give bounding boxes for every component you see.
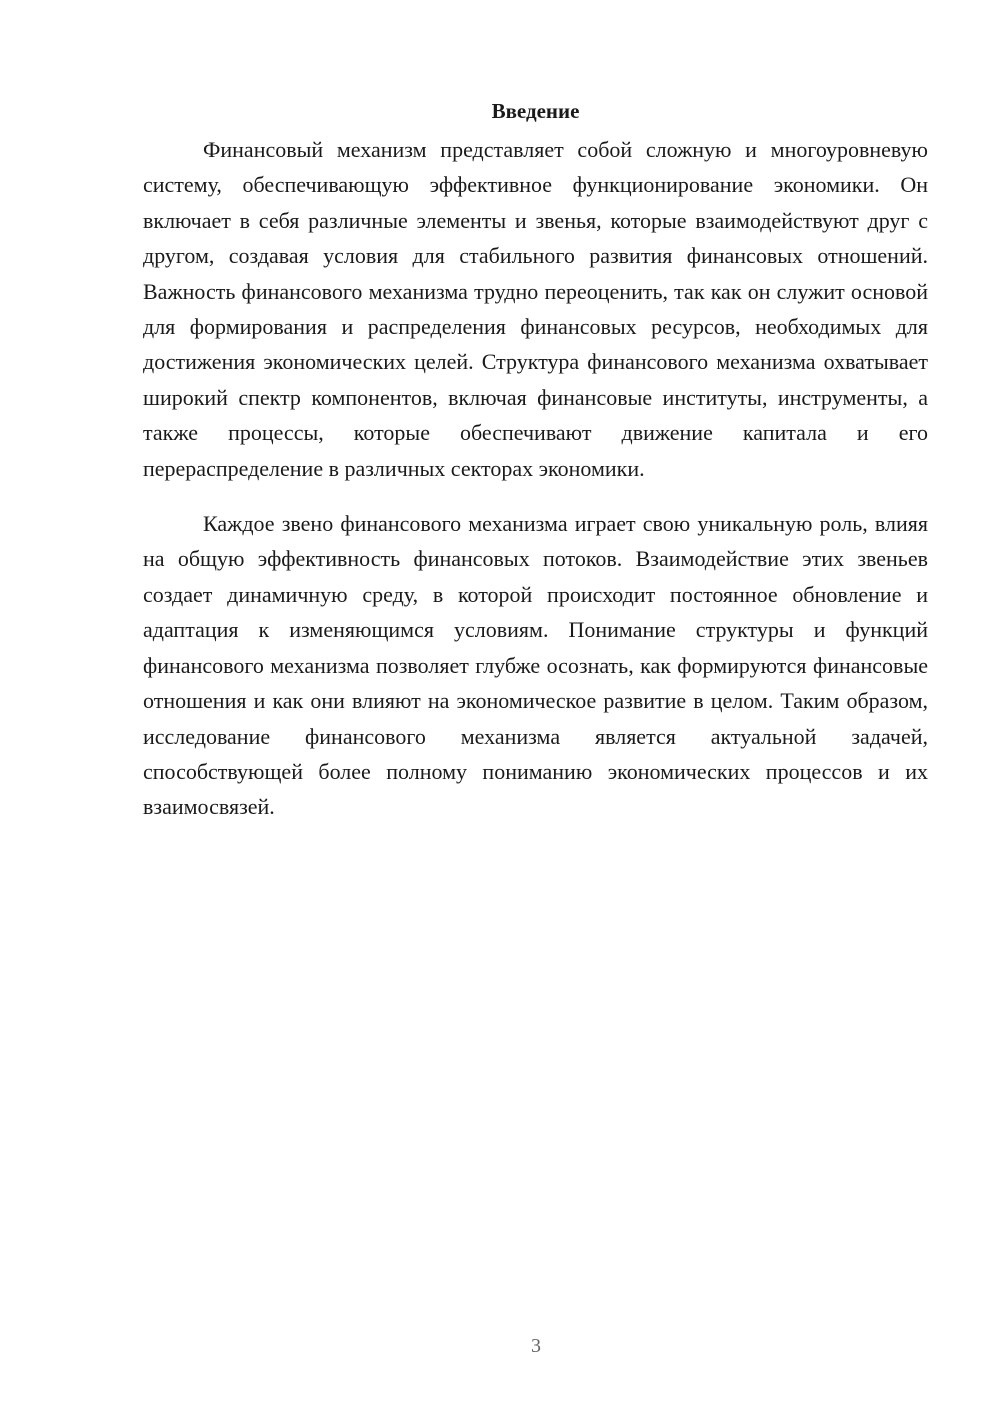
page-content	[143, 96, 928, 825]
section-title: Введение	[491, 99, 580, 123]
page-number: 3	[531, 1335, 541, 1357]
paragraph-2: Каждое звено финансового механизма играет свою уникальную роль, влияя на общую эффективность финансовых потоков. Взаимодействие этих звеньев создает динамичную среду, в которой происходит постоянное обновление и адаптация к изменяющимся условиям. Понимание структуры и функций финансового механизма позволяет глубже осознать, как формируются финансовые отношения и как они влияют на экономическое развитие в целом. Таким образом, исследование финансового механизма является актуальной задачей, способствующей более полному пониманию экономических процессов и их взаимосвязей.	[143, 511, 928, 820]
paragraph-1: Финансовый механизм представляет собой сложную и многоуровневую систему, обеспечивающую эффективное функционирование экономики. Он включает в себя различные элементы и звенья, которые взаимодействуют друг с другом, создавая условия для стабильного развития финансовых отношений. Важность финансового механизма трудно переоценить, так как он служит основой для формирования и распределения финансовых ресурсов, необходимых для достижения экономических целей. Структура финансового механизма охватывает широкий спектр компонентов, включая финансовые институты, инструменты, а также процессы, которые обеспечивают движение капитала и его перераспределение в различных секторах экономики.	[143, 137, 928, 481]
